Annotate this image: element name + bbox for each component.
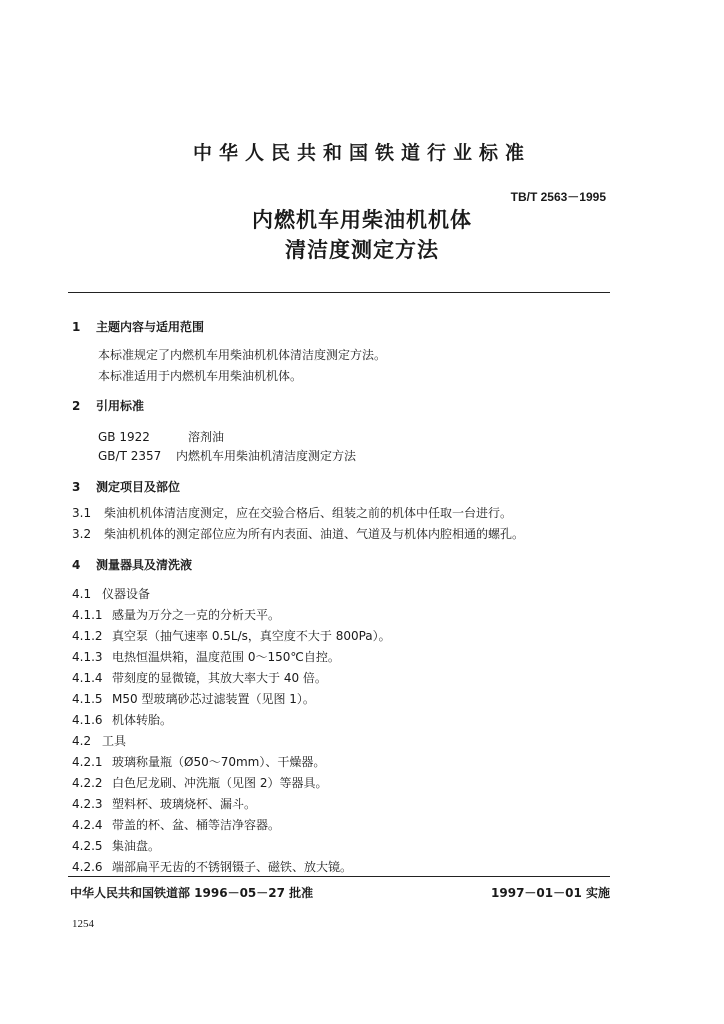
subsection-number: 4.1	[72, 587, 92, 601]
clause-item	[72, 648, 340, 665]
section-title: 测量器具及清洗液	[96, 558, 193, 572]
clause-number: 4.2.6	[72, 860, 103, 874]
clause-item	[72, 711, 172, 728]
section-title: 引用标准	[96, 399, 145, 413]
subsection-title: 仪器设备	[102, 587, 151, 601]
clause-number: 4.1.2	[72, 629, 103, 643]
clause-number: 4.1.3	[72, 650, 103, 664]
section-4-heading	[72, 556, 192, 573]
approval-statement: 中华人民共和国铁道部 1996－05－27 批准	[70, 886, 314, 900]
reference-code: GB/T 2357	[98, 449, 162, 463]
clause-item	[72, 504, 512, 521]
standard-code: TB/T 2563－1995	[510, 190, 606, 204]
section-1-paragraph-2: 本标准适用于内燃机车用柴油机机体。	[98, 369, 303, 383]
issuer-heading: 中华人民共和国铁道行业标准	[192, 142, 531, 164]
clause-text: 带刻度的显微镜，其放大率大于 40 倍。	[112, 671, 327, 685]
clause-number: 4.2.2	[72, 776, 103, 790]
clause-text: 柴油机机体清洁度测定，应在交验合格后、组装之前的机体中任取一台进行。	[104, 506, 513, 520]
reference-item	[98, 428, 224, 445]
clause-item	[72, 690, 315, 707]
clause-text: M50 型玻璃砂芯过滤装置（见图 1）。	[112, 692, 315, 706]
clause-number: 4.2.5	[72, 839, 103, 853]
clause-item	[72, 753, 325, 770]
document-title-line-1: 内燃机车用柴油机机体	[252, 208, 472, 232]
clause-item	[72, 837, 160, 854]
clause-text: 真空泵（抽气速率 0.5L/s，真空度不大于 800Pa）。	[112, 629, 391, 643]
clause-number: 3.2	[72, 527, 92, 541]
clause-text: 机体转胎。	[112, 713, 173, 727]
subsection-4-1	[72, 585, 150, 602]
clause-text: 感量为万分之一克的分析天平。	[112, 608, 281, 622]
section-title: 测定项目及部位	[96, 480, 181, 494]
section-1-paragraph-1: 本标准规定了内燃机车用柴油机机体清洁度测定方法。	[98, 348, 387, 362]
clause-item	[72, 774, 327, 791]
clause-text: 柴油机机体的测定部位应为所有内表面、油道、气道及与机体内腔相通的螺孔。	[104, 527, 525, 541]
subsection-number: 4.2	[72, 734, 92, 748]
clause-text: 端部扁平无齿的不锈钢镊子、磁铁、放大镜。	[112, 860, 353, 874]
clause-number: 4.2.4	[72, 818, 103, 832]
section-number: 4	[72, 558, 81, 572]
section-1-heading	[72, 318, 204, 335]
section-number: 3	[72, 480, 81, 494]
clause-number: 4.1.5	[72, 692, 103, 706]
clause-item	[72, 858, 352, 875]
clause-text: 玻璃称量瓶（Ø50～70mm）、干燥器。	[112, 755, 326, 769]
clause-item	[72, 627, 391, 644]
reference-name: 内燃机车用柴油机清洁度测定方法	[176, 449, 357, 463]
clause-item	[72, 669, 327, 686]
clause-text: 塑料杯、玻璃烧杯、漏斗。	[112, 797, 257, 811]
clause-item	[72, 795, 256, 812]
header-divider	[68, 292, 610, 293]
reference-item	[98, 447, 356, 464]
page-number: 1254	[72, 918, 94, 930]
clause-text: 集油盘。	[112, 839, 161, 853]
section-3-heading	[72, 478, 180, 495]
clause-number: 4.1.1	[72, 608, 103, 622]
clause-text: 白色尼龙刷、冲洗瓶（见图 2）等器具。	[112, 776, 328, 790]
reference-name: 溶剂油	[188, 430, 225, 444]
clause-item	[72, 525, 524, 542]
reference-code: GB 1922	[98, 430, 150, 444]
section-2-heading	[72, 397, 144, 414]
footer-divider	[68, 876, 610, 877]
clause-number: 4.2.1	[72, 755, 103, 769]
clause-text: 带盖的杯、盆、桶等洁净容器。	[112, 818, 281, 832]
clause-number: 4.1.4	[72, 671, 103, 685]
document-title-line-2: 清洁度测定方法	[285, 238, 439, 262]
subsection-4-2	[72, 732, 126, 749]
section-number: 1	[72, 320, 81, 334]
clause-item	[72, 816, 280, 833]
section-title: 主题内容与适用范围	[96, 320, 205, 334]
clause-number: 3.1	[72, 506, 92, 520]
subsection-title: 工具	[102, 734, 127, 748]
clause-number: 4.2.3	[72, 797, 103, 811]
section-number: 2	[72, 399, 81, 413]
implementation-date: 1997－01－01 实施	[491, 886, 610, 900]
clause-text: 电热恒温烘箱，温度范围 0～150℃自控。	[112, 650, 340, 664]
clause-number: 4.1.6	[72, 713, 103, 727]
clause-item	[72, 606, 280, 623]
